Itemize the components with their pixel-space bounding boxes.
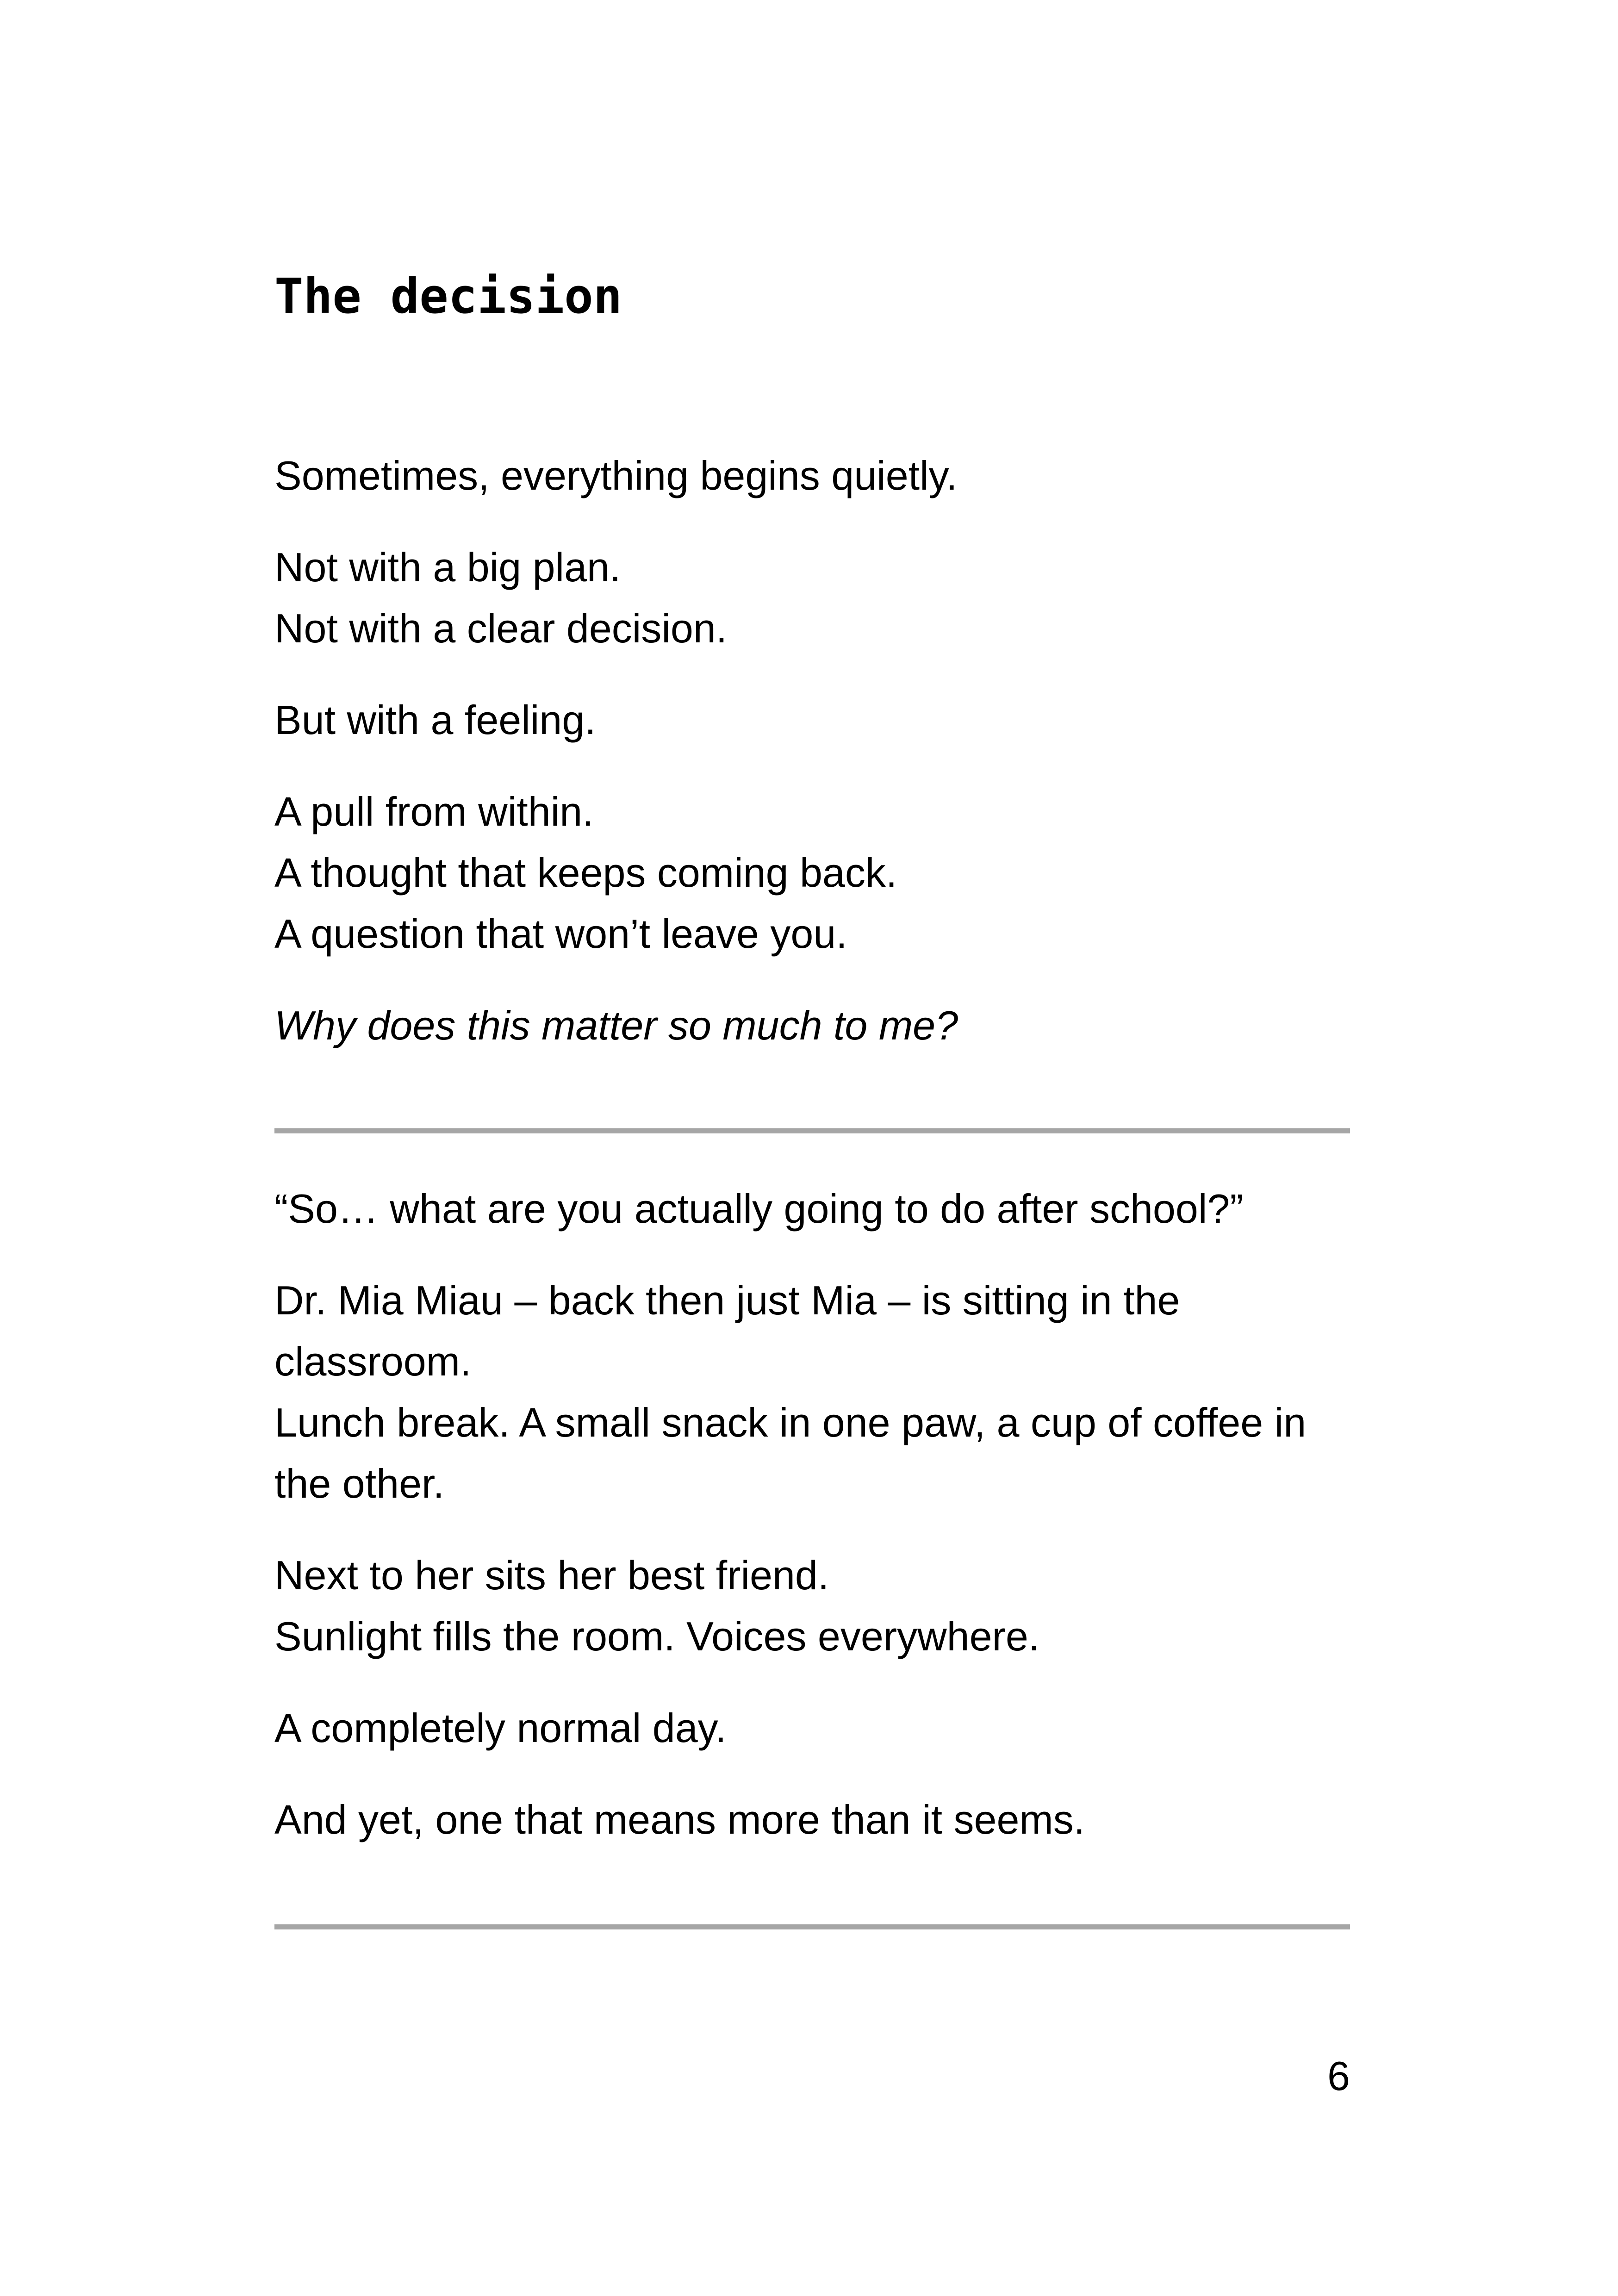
paragraph-mia — [274, 1270, 1357, 1514]
paragraph-more — [274, 1789, 1357, 1850]
paragraph-question — [274, 995, 1357, 1056]
page-number: 6 — [1327, 2053, 1350, 2099]
paragraph-line: the other. — [274, 1461, 444, 1506]
paragraph-line: Why does this matter so much to me? — [274, 1002, 958, 1048]
section-divider — [274, 1924, 1350, 1929]
paragraph-line: A thought that keeps coming back. — [274, 850, 897, 896]
paragraph-line: But with a feeling. — [274, 697, 596, 743]
paragraph-line: classroom. — [274, 1338, 472, 1384]
paragraph-dialogue — [274, 1178, 1357, 1239]
paragraph-opening — [274, 445, 1357, 506]
paragraph-line: Not with a big plan. — [274, 544, 621, 590]
paragraph-line: A question that won’t leave you. — [274, 911, 847, 957]
paragraph-line: “So… what are you actually going to do after school?” — [274, 1186, 1244, 1232]
paragraph-line: A pull from within. — [274, 789, 594, 834]
paragraph-line: Next to her sits her best friend. — [274, 1552, 829, 1598]
paragraph-line: A completely normal day. — [274, 1705, 727, 1751]
paragraph-line: Dr. Mia Miau – back then just Mia – is sitting in the — [274, 1277, 1180, 1323]
paragraph-line: Lunch break. A small snack in one paw, a cup of coffee in — [274, 1400, 1307, 1445]
paragraph-normal-day — [274, 1698, 1357, 1759]
paragraph-line: Sunlight fills the room. Voices everywhere. — [274, 1613, 1040, 1659]
paragraph-not-with — [274, 537, 1357, 659]
paragraph-friend — [274, 1545, 1357, 1667]
paragraph-pull — [274, 781, 1357, 964]
paragraph-feeling — [274, 690, 1357, 751]
section-divider — [274, 1128, 1350, 1133]
paragraph-line: And yet, one that means more than it seems. — [274, 1797, 1085, 1842]
chapter-title: The decision — [274, 268, 622, 324]
paragraph-line: Not with a clear decision. — [274, 605, 728, 651]
paragraph-line: Sometimes, everything begins quietly. — [274, 453, 958, 498]
